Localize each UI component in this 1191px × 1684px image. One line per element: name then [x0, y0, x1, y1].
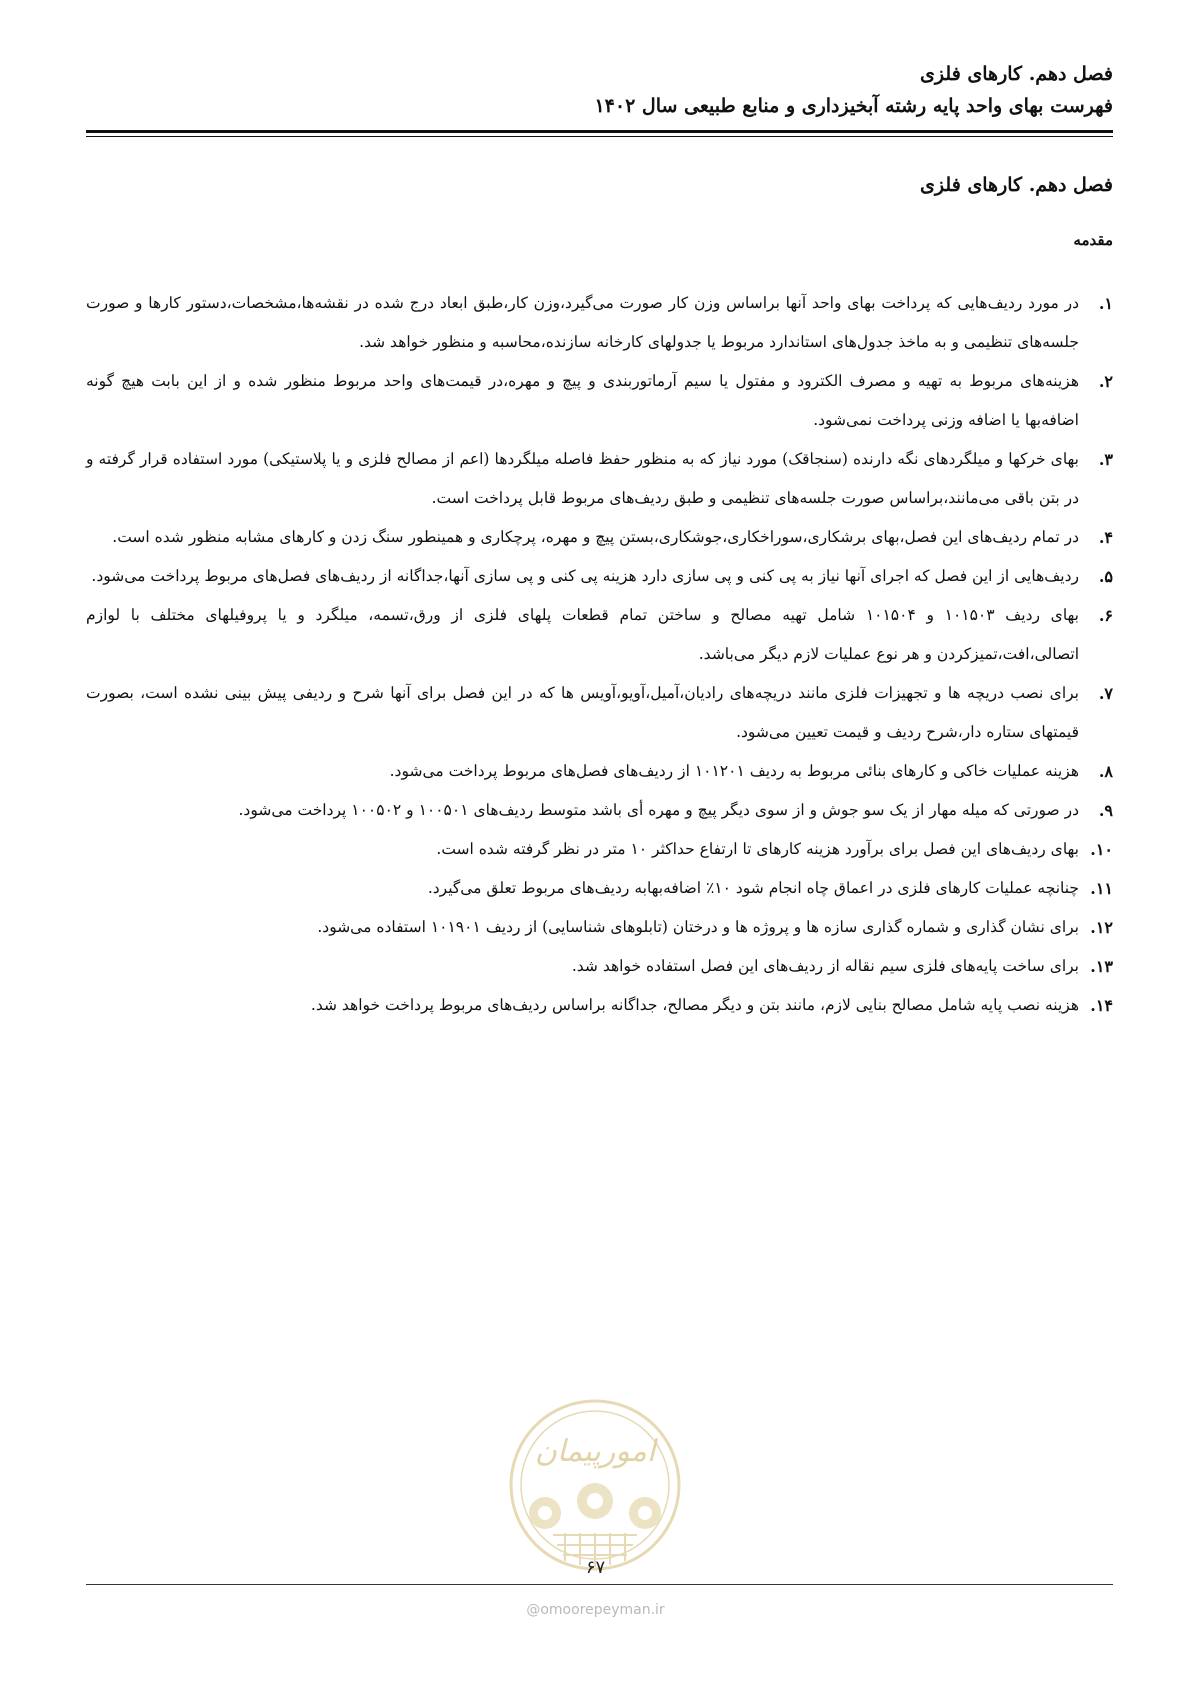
note-text: هزینه عملیات خاکی و کارهای بنائی مربوط به ردیف ۱۰۱۲۰۱ از ردیف‌های فصل‌های مربوط پرداخت می‌شود.	[389, 762, 1079, 780]
intro-heading: مقدمه	[1073, 231, 1113, 249]
note-item	[86, 284, 1113, 362]
note-number: ۵.	[1098, 567, 1113, 586]
watermark-text: @omoorepeyman.ir	[526, 1602, 665, 1618]
note-number: ۶.	[1098, 606, 1113, 625]
note-number: ۲.	[1098, 372, 1113, 391]
note-number: ۱۴.	[1090, 996, 1113, 1015]
note-number: ۳.	[1098, 450, 1113, 469]
note-number: ۱۳.	[1090, 957, 1113, 976]
chapter-title: فصل دهم. کارهای فلزی	[920, 174, 1113, 196]
notes-list	[86, 284, 1113, 1025]
note-item	[86, 557, 1113, 596]
note-number: ۴.	[1098, 528, 1113, 547]
note-number: ۷.	[1098, 684, 1113, 703]
seal-text: امورپیمان	[534, 1434, 656, 1469]
page-header	[86, 58, 1113, 122]
note-text: برای نشان گذاری و شماره گذاری سازه ها و پروژه ها و درختان (تابلوهای شناسایی) از ردیف ۱۰۱۹۰۱ استفاده می‌شود.	[317, 918, 1079, 936]
note-item	[86, 752, 1113, 791]
note-text: بهای ردیف‌های این فصل برای برآورد هزینه کارهای تا ارتفاع حداکثر ۱۰ متر در نظر گرفته شده است.	[436, 840, 1079, 858]
seal-logo-icon	[505, 1395, 685, 1575]
note-item	[86, 986, 1113, 1025]
note-number: ۱۰.	[1090, 840, 1113, 859]
note-number: ۱.	[1098, 294, 1113, 313]
note-text: بهای ردیف ۱۰۱۵۰۳ و ۱۰۱۵۰۴ شامل تهیه مصالح و ساختن تمام قطعات پلهای فلزی از ورق،تسمه، میلگرد و یا پروفیلهای مختلف با لوازم اتصالی،افت،تمیزکردن و هر نوع عملیات لازم دیگر می‌باشد.	[86, 606, 1079, 663]
page-number: ۶۷	[585, 1557, 606, 1578]
note-item	[86, 908, 1113, 947]
note-text: در صورتی که میله مهار از یک سو جوش و از سوی دیگر پیچ و مهره أی باشد متوسط ردیف‌های ۱۰۰۵۰۱ و ۱۰۰۵۰۲ پرداخت می‌شود.	[238, 801, 1079, 819]
note-text: در مورد ردیف‌هایی که پرداخت بهای واحد آنها براساس وزن کار صورت می‌گیرد،وزن کار،طبق ابعاد درج شده در نقشه‌ها،مشخصات،دستور کارها و صورت جلسه‌های تنظیمی و به ماخذ جدول‌های استاندارد مربوط یا جدولهای کارخانه سازنده،محاسبه و منظور خواهد شد.	[86, 294, 1079, 351]
note-item	[86, 362, 1113, 440]
note-item	[86, 947, 1113, 986]
note-item	[86, 440, 1113, 518]
note-text: هزینه نصب پایه شامل مصالح بنایی لازم، مانند بتن و دیگر مصالح، جداگانه براساس ردیف‌های مربوط پرداخت خواهد شد.	[310, 996, 1079, 1014]
header-chapter: فصل دهم. کارهای فلزی	[920, 63, 1113, 85]
note-item	[86, 674, 1113, 752]
note-text: ردیف‌هایی از این فصل که اجرای آنها نیاز به پی کنی و پی سازی دارد هزینه پی کنی و پی سازی آنها،جداگانه از ردیف‌های فصل‌های مربوط پرداخت می‌شود.	[91, 567, 1079, 585]
note-text: بهای خرکها و میلگردهای نگه دارنده (سنجاقک) مورد نیاز که به منظور حفظ فاصله میلگردها (اعم از مصالح فلزی و یا پلاستیکی) مورد استفاده قرار گرفته و در بتن باقی می‌مانند،براساس صورت جلسه‌های تنظیمی و طبق ردیف‌های مربوط قابل پرداخت است.	[86, 450, 1079, 507]
note-item	[86, 518, 1113, 557]
note-text: چنانچه عملیات کارهای فلزی در اعماق چاه انجام شود ۱۰٪ اضافه‌بهابه ردیف‌های مربوط تعلق می‌گیرد.	[427, 879, 1079, 897]
footer-divider	[86, 1584, 1113, 1585]
header-list-title: فهرست بهای واحد پایه رشته آبخیزداری و منابع طبیعی سال ۱۴۰۲	[594, 95, 1113, 117]
note-item	[86, 596, 1113, 674]
note-number: ۹.	[1098, 801, 1113, 820]
note-item	[86, 830, 1113, 869]
header-divider-thin	[86, 136, 1113, 137]
note-text: برای ساخت پایه‌های فلزی سیم نقاله از ردیف‌های این فصل استفاده خواهد شد.	[571, 957, 1079, 975]
note-number: ۱۱.	[1090, 879, 1113, 898]
header-divider-thick	[86, 130, 1113, 133]
note-text: در تمام ردیف‌های این فصل،بهای برشکاری،سوراخکاری،جوشکاری،بستن پیچ و مهره، پرچکاری و همینطور سنگ زدن و کارهای مشابه منظور شده است.	[112, 528, 1079, 546]
note-number: ۸.	[1098, 762, 1113, 781]
note-item	[86, 869, 1113, 908]
note-text: هزینه‌های مربوط به تهیه و مصرف الکترود و مفتول یا سیم آرماتوربندی و پیچ و مهره،در قیمت‌های واحد مربوط منظور شده و از این بابت هیچ گونه اضافه‌بها یا اضافه وزنی پرداخت نمی‌شود.	[86, 372, 1079, 429]
note-number: ۱۲.	[1090, 918, 1113, 937]
note-text: برای نصب دریچه ها و تجهیزات فلزی مانند دریچه‌های رادیان،آمیل،آویو،آویس ها که در این فصل برای آنها شرح و ردیفی پیش بینی نشده است، بصورت قیمتهای ستاره دار،شرح ردیف و قیمت تعیین می‌شود.	[86, 684, 1079, 741]
note-item	[86, 791, 1113, 830]
